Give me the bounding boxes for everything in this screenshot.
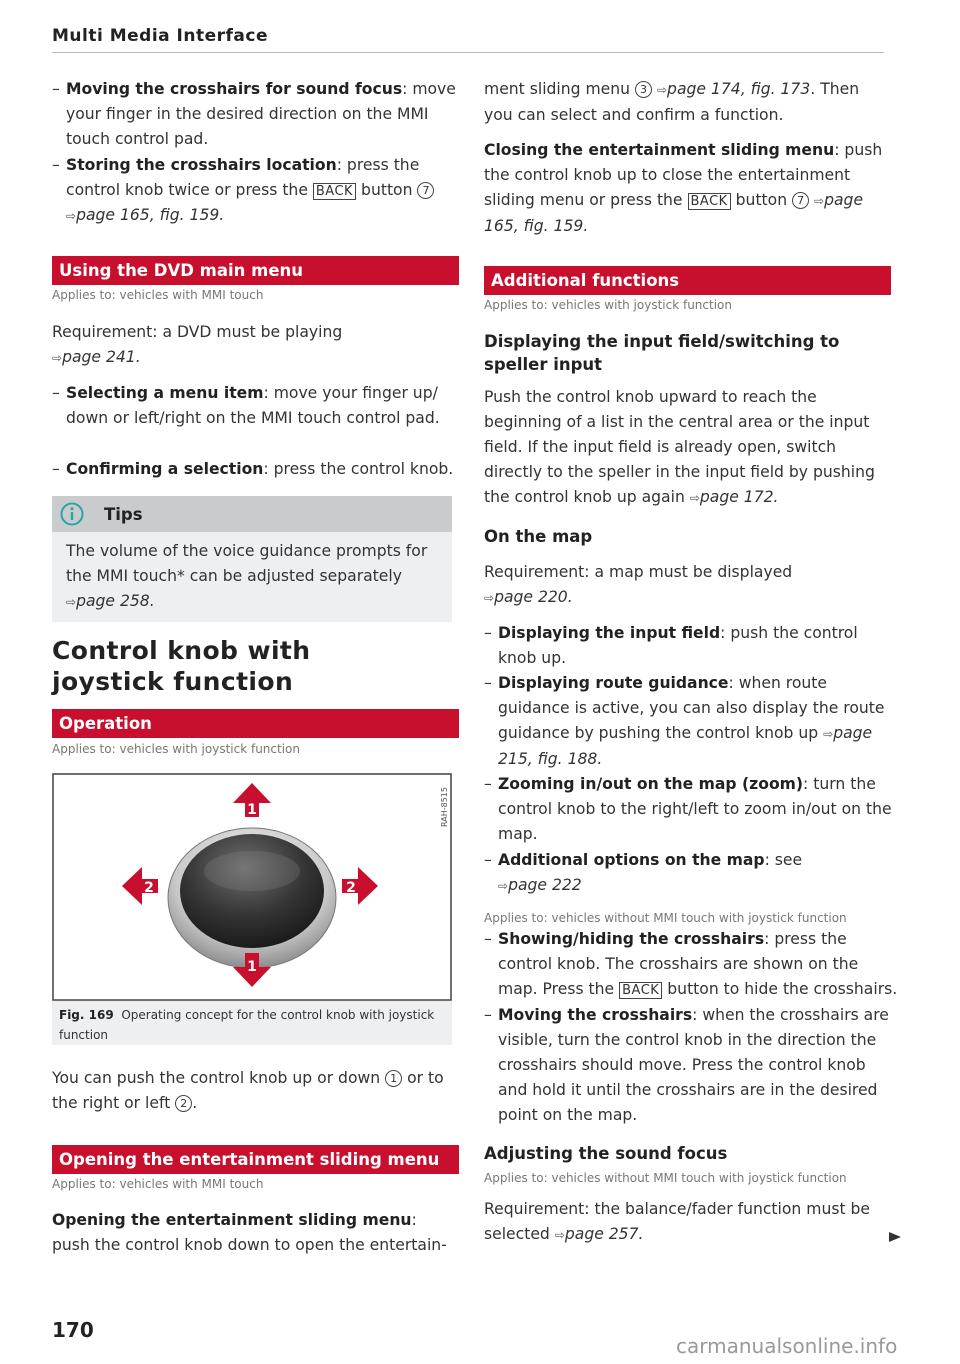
watermark: carmanualsonline.info — [676, 1334, 898, 1358]
section-title: Multi Media Interface — [52, 26, 268, 46]
figure-169 — [52, 773, 452, 1045]
sound-applies-to: Applies to: vehicles without MMI touch with joystick function — [484, 1171, 847, 1185]
svg-text:2: 2 — [346, 880, 356, 896]
opening-menu-heading: Opening the entertainment sliding menu — [52, 1145, 459, 1174]
svg-text:2: 2 — [144, 880, 154, 896]
callout-2: 2 — [175, 1095, 192, 1112]
opening-text: Opening the entertainment sliding menu: push the control knob down to open the entertain- — [52, 1211, 447, 1254]
bullet-confirming-selection: – Confirming a selection: press the control knob. — [52, 460, 454, 478]
bullet-storing-crosshairs: – Storing the crosshairs location: press the control knob twice or press the BACK button 7 ⇨page 165, fig. 159. — [52, 153, 466, 229]
callout-3: 3 — [635, 81, 652, 98]
dvd-menu-heading: Using the DVD main menu — [52, 256, 459, 285]
continued-text: ment sliding menu 3 ⇨page 174, fig. 173. Then you can select and confirm a function. — [484, 80, 860, 124]
bullet-moving-crosshairs-sound: – Moving the crosshairs for sound focus: move your finger in the desired direction on the MMI touch control pad. — [52, 80, 456, 148]
bullet-moving-crosshairs: – Moving the crosshairs: when the crosshairs are visible, turn the control knob in the direction the crosshairs should move. Press the control knob and hold it until the crosshairs are in the desired point on the map. — [484, 1006, 889, 1124]
sound-focus-heading: Adjusting the sound focus — [484, 1144, 728, 1163]
figure-caption: Fig. 169 Operating concept for the control knob with joystick function — [59, 1008, 435, 1042]
bullet-zooming: – Zooming in/out on the map (zoom): turn the control knob to the right/left to zoom in/out on the map. — [484, 775, 892, 843]
back-key: BACK — [688, 193, 731, 210]
bullet-additional-options: – Additional options on the map: see ⇨page 222 — [484, 851, 803, 894]
tips-header — [52, 496, 452, 532]
opening-applies-to: Applies to: vehicles with MMI touch — [52, 1177, 264, 1191]
svg-text:1: 1 — [247, 802, 257, 818]
bullet-displaying-input-field: – Displaying the input field: push the control knob up. — [484, 624, 858, 667]
bullet-showing-crosshairs: – Showing/hiding the crosshairs: press the control knob. The crosshairs are shown on the map. Press the BACK button to hide the crosshairs. — [484, 930, 898, 998]
svg-text:1: 1 — [247, 959, 257, 975]
operation-text: You can push the control knob up or down 1 or to the right or left 2 . — [52, 1069, 444, 1112]
callout-7: 7 — [417, 182, 434, 199]
bullet-selecting-menu-item: – Selecting a menu item: move your finger up/ down or left/right on the MMI touch control pad. — [52, 384, 440, 427]
crosshairs-applies-to: Applies to: vehicles without MMI touch with joystick function — [484, 911, 847, 925]
page-number: 170 — [52, 1318, 94, 1342]
closing-menu-text: Closing the entertainment sliding menu: push the control knob up to close the entertainment sliding menu or press the BACK button 7 ⇨page 165, fig. 159. — [484, 141, 883, 235]
operation-applies-to: Applies to: vehicles with joystick function — [52, 742, 300, 756]
control-knob-diagram — [52, 773, 452, 1001]
figure-code: RAH-8515 — [440, 787, 449, 827]
operation-heading: Operation — [52, 709, 459, 738]
subheading-on-the-map: On the map — [484, 527, 593, 546]
bullet-displaying-route-guidance: – Displaying route guidance: when route guidance is active, you can also display the route guidance by pushing the control knob up ⇨page 215, fig. 188. — [484, 674, 885, 768]
callout-7: 7 — [792, 192, 809, 209]
tips-title: Tips — [104, 505, 143, 524]
subheading-input-field: Displaying the input field/switching to speller input — [484, 332, 840, 374]
additional-functions-heading: Additional functions — [484, 266, 891, 295]
chapter-title: Control knob with joystick function — [52, 636, 311, 696]
continue-icon — [888, 1231, 902, 1243]
tips-body: The volume of the voice guidance prompts for the MMI touch* can be adjusted separately ⇨page 258. — [52, 532, 452, 622]
dvd-requirement: Requirement: a DVD must be playing ⇨page 241. — [52, 323, 343, 366]
back-key: BACK — [619, 982, 662, 999]
page-ref: ⇨page 165, fig. 159. — [66, 206, 225, 224]
info-icon — [60, 502, 84, 526]
map-requirement: Requirement: a map must be displayed ⇨page 220. — [484, 563, 793, 606]
header-rule — [52, 52, 884, 53]
input-field-text: Push the control knob upward to reach the beginning of a list in the central area or the input field. If the input field is already open, switch directly to the speller in the input field by pushing the control knob up again ⇨page 172. — [484, 388, 875, 506]
additional-applies-to: Applies to: vehicles with joystick function — [484, 298, 732, 312]
sound-requirement: Requirement: the balance/fader function must be selected ⇨page 257. — [484, 1200, 871, 1243]
back-key: BACK — [313, 183, 356, 200]
callout-1: 1 — [385, 1070, 402, 1087]
dvd-applies-to: Applies to: vehicles with MMI touch — [52, 288, 264, 302]
